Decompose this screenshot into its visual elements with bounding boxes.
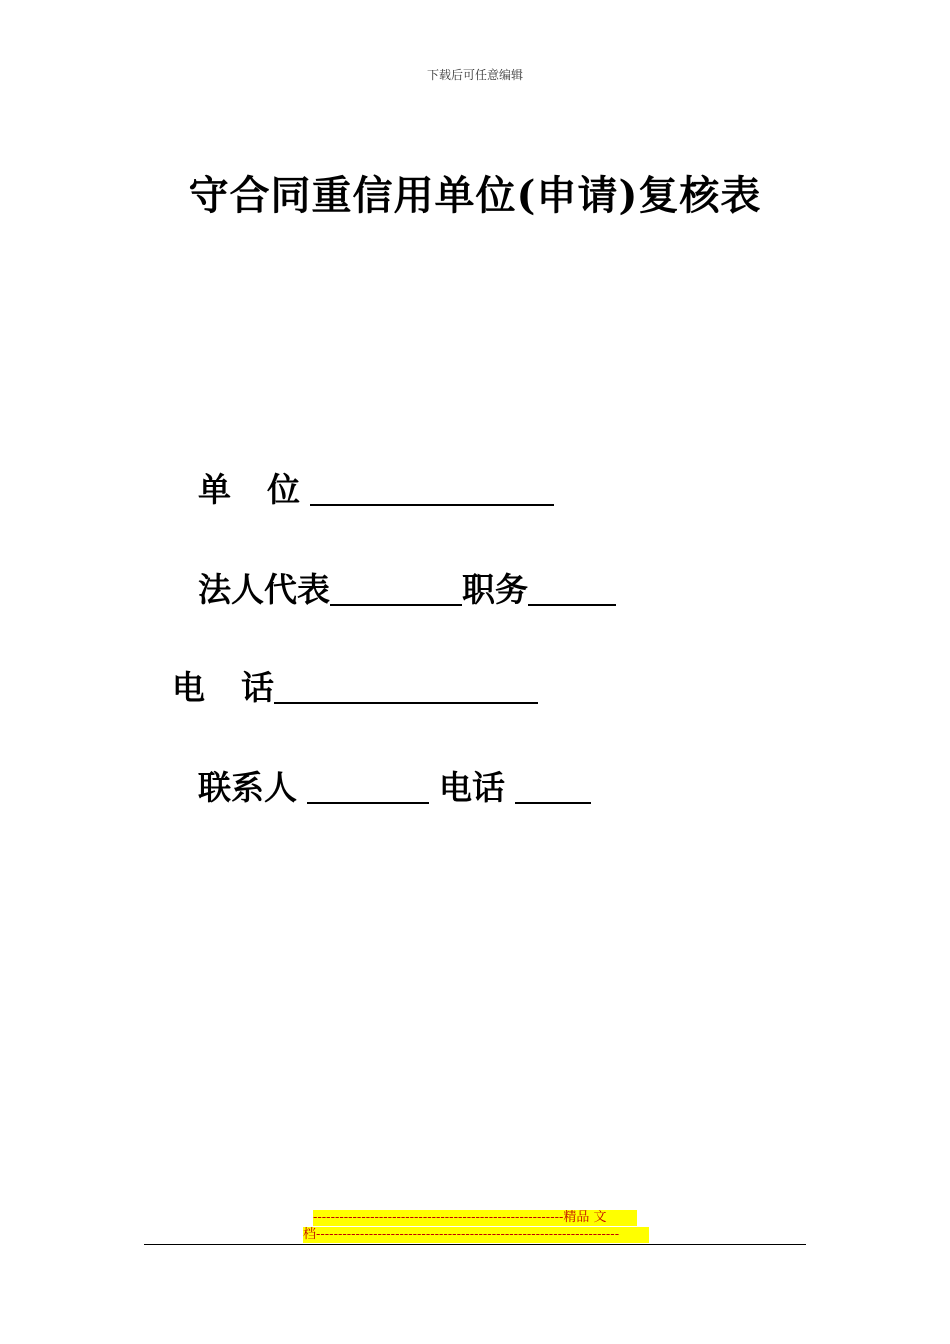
unit-blank[interactable] xyxy=(310,472,554,506)
phone-row xyxy=(172,668,538,708)
footer-watermark-line-1: ---------------------------------------------------------精品 文 xyxy=(313,1210,637,1226)
document-title: 守合同重信用单位(申请)复核表 xyxy=(188,172,762,219)
unit-row xyxy=(198,470,554,510)
header-note: 下载后可任意编辑 xyxy=(426,68,523,82)
footer-watermark-line-2: 档--------------------------------------------------------------------- xyxy=(303,1227,649,1243)
footer-divider xyxy=(144,1244,806,1245)
contact-phone-label: 电话 xyxy=(439,768,505,807)
unit-label-char-2: 位 xyxy=(267,470,300,509)
phone-label-char-1: 电 xyxy=(172,668,205,707)
position-label: 职务 xyxy=(462,570,528,609)
contact-label: 联系人 xyxy=(198,768,297,807)
legal-rep-blank[interactable] xyxy=(330,572,462,606)
position-blank[interactable] xyxy=(528,572,616,606)
phone-label-char-2: 话 xyxy=(241,668,274,707)
contact-phone-blank[interactable] xyxy=(515,770,591,804)
contact-blank[interactable] xyxy=(307,770,429,804)
legal-rep-row xyxy=(198,570,616,610)
contact-row xyxy=(198,768,591,808)
legal-rep-label: 法人代表 xyxy=(198,570,330,609)
phone-blank[interactable] xyxy=(274,670,538,704)
unit-label-char-1: 单 xyxy=(198,470,231,509)
